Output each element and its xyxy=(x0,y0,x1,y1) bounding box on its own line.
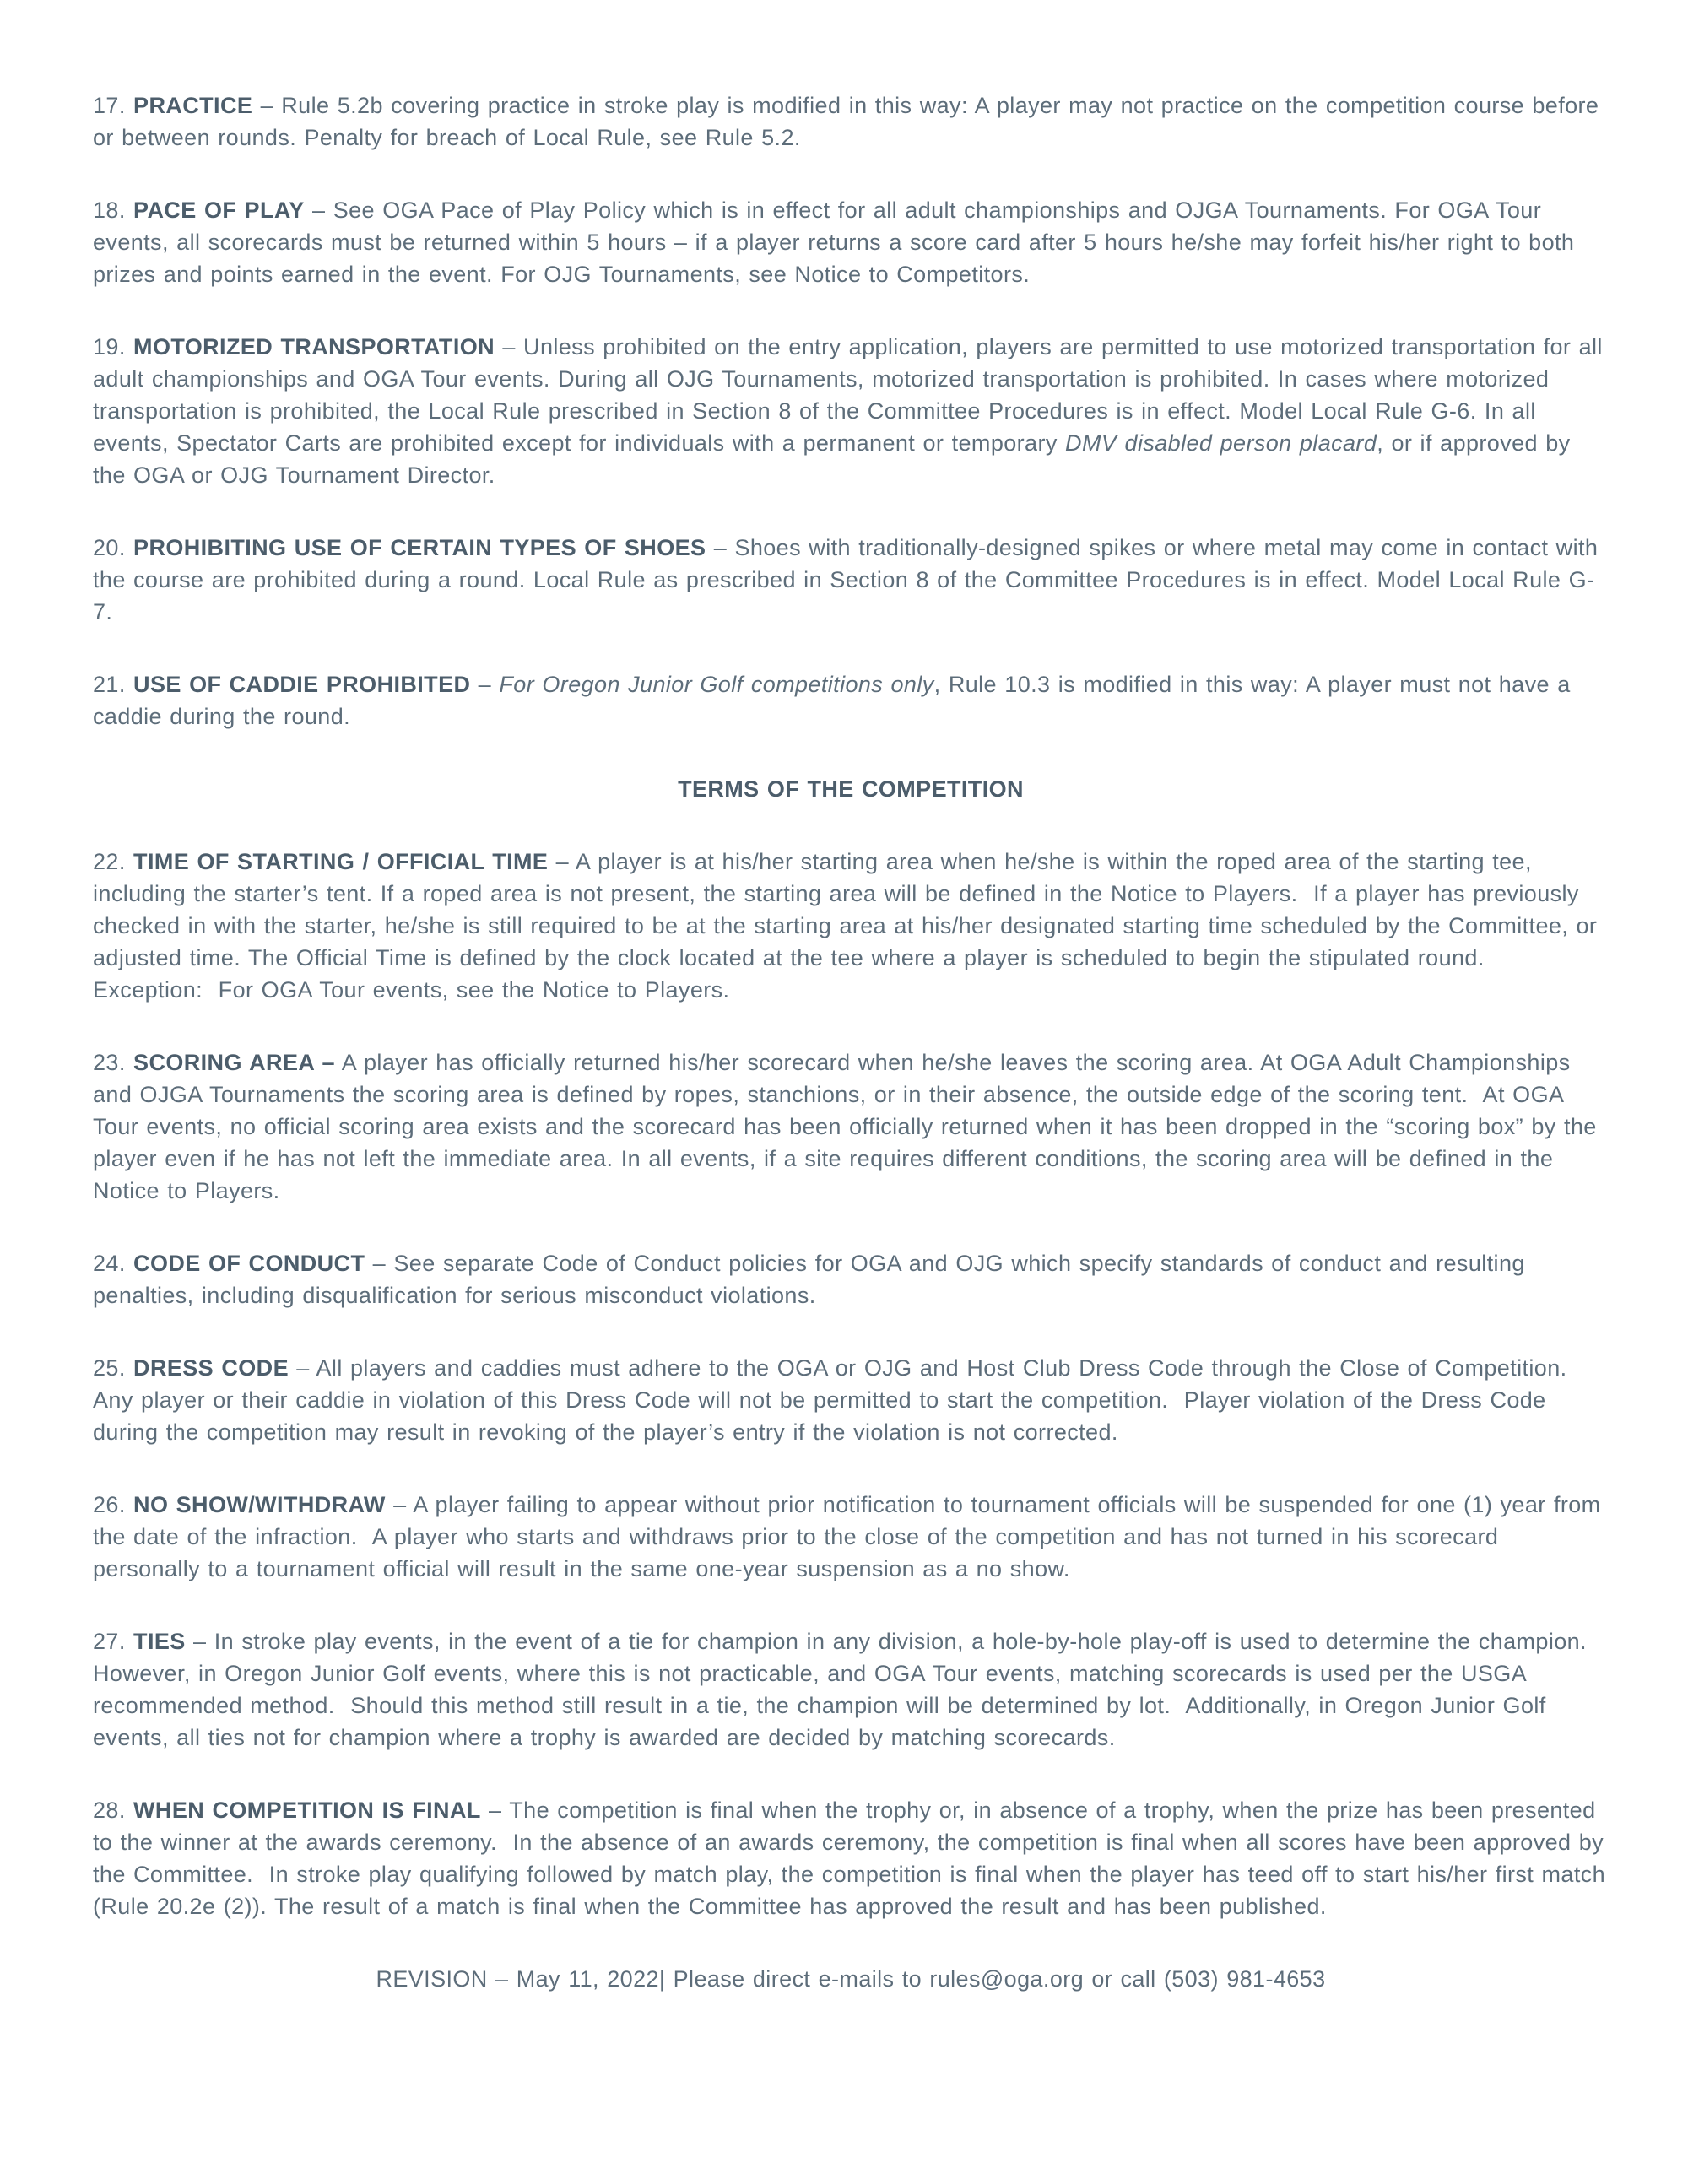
rule-paragraph-21 xyxy=(93,668,1609,733)
rule-paragraph-25 xyxy=(93,1352,1609,1448)
text-run: DMV disabled person placard xyxy=(1065,430,1377,456)
rule-paragraph-28 xyxy=(93,1794,1614,1922)
rule-title: PROHIBITING USE OF CERTAIN TYPES OF SHOES xyxy=(133,535,706,560)
rule-title: CODE OF CONDUCT xyxy=(133,1251,365,1276)
text-run: – Unless prohibited on the entry application, players are permitted to use motorized transportation for all adult championships and OGA Tour events. During all OJG Tournaments, motorized transportation is prohibited. In cases where motorized transportation is prohibited, the Local Rule prescribed in Section 8 of the Committee Procedures is in effect. Model Local Rule G-6. In all events, Spectator Carts are prohibited except for individuals with a permanent or temporary xyxy=(93,334,1611,456)
document-content xyxy=(93,89,1614,1922)
section-heading: TERMS OF THE COMPETITION xyxy=(678,776,1024,802)
rule-paragraph-17 xyxy=(93,89,1609,154)
rule-title: TIES xyxy=(133,1629,186,1654)
rule-number: 19. xyxy=(93,334,134,359)
rule-title: MOTORIZED TRANSPORTATION xyxy=(133,334,495,359)
rule-paragraph-19 xyxy=(93,331,1609,491)
text-run: – See separate Code of Conduct policies for OGA and OJG which specify standards of conduct and resulting penalties, including disqualification for serious misconduct violations. xyxy=(93,1251,1534,1308)
rule-title: PACE OF PLAY xyxy=(133,197,305,223)
rule-number: 26. xyxy=(93,1492,134,1517)
text-run: – All players and caddies must adhere to the OGA or OJG and Host Club Dress Code through the Close of Competition. Any player or their caddie in violation of this Dress Code will not be permitted to start the competition. Player violation of the Dress Code during the competition may result in revoking of the player’s entry if the violation is not corrected. xyxy=(93,1355,1582,1445)
text-run: – In stroke play events, in the event of a tie for champion in any division, a hole-by-hole play-off is used to determine the champion. However, in Oregon Junior Golf events, where this is not practicable, and OGA Tour events, matching scorecards is used per the USGA recommended method. Should this method still result in a tie, the champion will be determined by lot. Additionally, in Oregon Junior Golf events, all ties not for champion where a trophy is awarded are decided by matching scorecards. xyxy=(93,1629,1603,1750)
text-run: – A player failing to appear without prior notification to tournament officials will be suspended for one (1) year from the date of the infraction. A player who starts and withdraws prior to the close of the competition and has not turned in his scorecard personally to a tournament official will result in the same one-year suspension as a no show. xyxy=(93,1492,1609,1581)
rule-number: 28. xyxy=(93,1797,134,1823)
rule-paragraph-22 xyxy=(93,846,1609,1006)
rule-number: 25. xyxy=(93,1355,134,1381)
rule-paragraph-18 xyxy=(93,194,1609,290)
text-run: , Rule 10.3 is modified in this way: A player must not have a caddie during the round. xyxy=(93,672,1578,729)
rule-number: 17. xyxy=(93,93,134,118)
rule-title: USE OF CADDIE PROHIBITED xyxy=(133,672,471,697)
text-run: – xyxy=(470,672,500,697)
text-run: – The competition is final when the trophy or, in absence of a trophy, when the prize has been presented to the winner at the awards ceremony. In the absence of an awards ceremony, the competition is final when all scores have been approved by the Committee. In stroke play qualifying followed by match play, the competition is final when the player has teed off to start his/her first match (Rule 20.2e (2)). The result of a match is final when the Committee has approved the result and has been published. xyxy=(93,1797,1614,1919)
revision-footer: REVISION – May 11, 2022| Please direct e-mails to rules@oga.org or call (503) 981-4653 xyxy=(376,1966,1326,1992)
rule-title: WHEN COMPETITION IS FINAL xyxy=(133,1797,481,1823)
rule-paragraph-26 xyxy=(93,1489,1609,1585)
rule-paragraph-27 xyxy=(93,1625,1609,1754)
text-run: A player has officially returned his/her scorecard when he/she leaves the scoring area. At OGA Adult Championships and OJGA Tournaments the scoring area is defined by ropes, stanchions, or in their absence, the outside edge of the scoring tent. At OGA Tour events, no official scoring area exists and the scorecard has been officially returned when it has been dropped in the “scoring box” by the player even if he has not left the immediate area. In all events, if a site requires different conditions, the scoring area will be defined in the Notice to Players. xyxy=(93,1050,1605,1203)
rule-number: 27. xyxy=(93,1629,134,1654)
rule-number: 24. xyxy=(93,1251,134,1276)
text-run: For Oregon Junior Golf competitions only xyxy=(499,672,934,697)
rule-title: NO SHOW/WITHDRAW xyxy=(133,1492,386,1517)
rule-number: 20. xyxy=(93,535,134,560)
rule-title: SCORING AREA – xyxy=(133,1050,335,1075)
rule-paragraph-20 xyxy=(93,532,1609,628)
rule-number: 18. xyxy=(93,197,134,223)
text-run: , or if approved by the OGA or OJG Tournament Director. xyxy=(93,430,1578,488)
text-run: – See OGA Pace of Play Policy which is in effect for all adult championships and OJGA Tournaments. For OGA Tour events, all scorecards must be returned within 5 hours – if a player returns a score card after 5 hours he/she may forfeit his/her right to both prizes and points earned in the event. For OJG Tournaments, see Notice to Competitors. xyxy=(93,197,1582,287)
text-run: – Shoes with traditionally-designed spikes or where metal may come in contact with the course are prohibited during a round. Local Rule as prescribed in Section 8 of the Committee Procedures is in effect. Model Local Rule G-7. xyxy=(93,535,1606,624)
rule-title: TIME OF STARTING / OFFICIAL TIME xyxy=(133,849,549,874)
rule-number: 21. xyxy=(93,672,134,697)
text-run: – A player is at his/her starting area when he/she is within the roped area of the starting tee, including the starter’s tent. If a roped area is not present, the starting area will be defined in the Notice to Players. If a player has previously checked in with the starter, he/she is still required to be at the starting area at his/her designated starting time scheduled by the Committee, or adjusted time. The Official Time is defined by the clock located at the tee where a player is scheduled to begin the stipulated round. Exception: For OGA Tour events, see the Notice to Players. xyxy=(93,849,1605,1003)
rule-paragraph-23 xyxy=(93,1046,1609,1207)
rule-title: DRESS CODE xyxy=(133,1355,289,1381)
rule-number: 22. xyxy=(93,849,134,874)
rule-title: PRACTICE xyxy=(133,93,253,118)
rule-paragraph-24 xyxy=(93,1247,1609,1311)
rule-number: 23. xyxy=(93,1050,134,1075)
text-run: – Rule 5.2b covering practice in stroke play is modified in this way: A player may not practice on the competition course before or between rounds. Penalty for breach of Local Rule, see Rule 5.2. xyxy=(93,93,1607,150)
